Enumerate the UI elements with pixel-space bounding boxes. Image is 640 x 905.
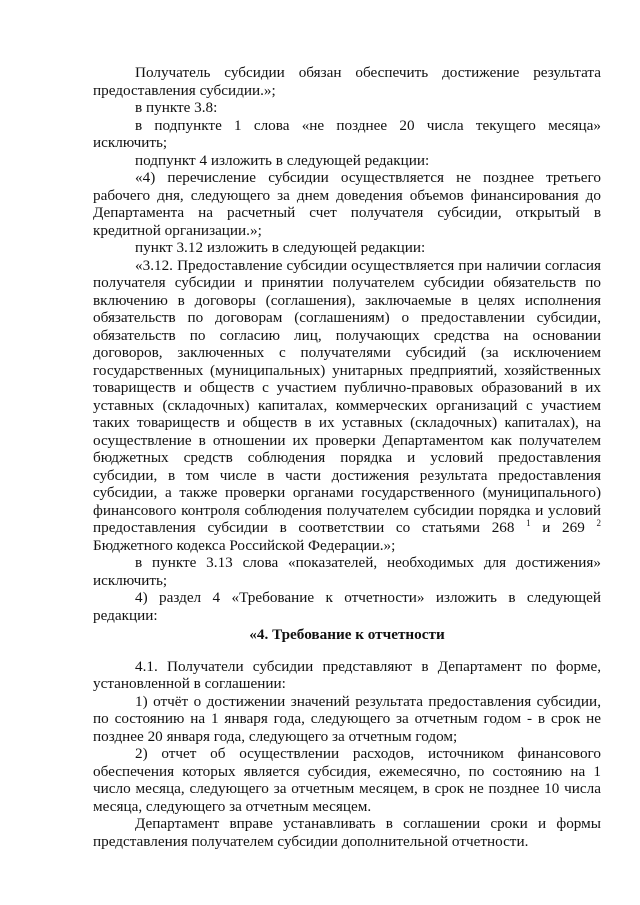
section-4-heading: «4. Требование к отчетности bbox=[249, 626, 445, 643]
article-268-superscript: 1 bbox=[526, 518, 531, 528]
paragraph-subclause-4-intro: подпункт 4 изложить в следующей редакции: bbox=[135, 151, 430, 169]
paragraph-report-expenses: 2) отчет об осуществлении расходов, источником финансового обеспечения которых является субсидия, ежемесячно, по состоянию на 1 число месяца, следующего за отчетным месяцем, в срок не позднее 10 числа месяца, следующего за отчетным месяцем. bbox=[93, 745, 601, 815]
paragraph-clause-3-12-text bbox=[93, 257, 601, 555]
paragraph-report-results: 1) отчёт о достижении значений результата предоставления субсидии, по состоянию на 1 января года, следующего за отчетным годом - в срок не позднее 20 января года, следующего за отчетным годом; bbox=[93, 692, 601, 745]
paragraph-clause-3-13: в пункте 3.13 слова «показателей, необходимых для достижения» исключить; bbox=[93, 554, 601, 589]
paragraph-additional-reporting: Департамент вправе устанавливать в соглашении сроки и формы представления получателем субсидии дополнительной отчетности. bbox=[93, 815, 601, 850]
clause-3-12-text-after: Бюджетного кодекса Российской Федерации.»; bbox=[93, 536, 396, 554]
paragraph-section-4-intro: 4) раздел 4 «Требование к отчетности» изложить в следующей редакции: bbox=[93, 589, 601, 624]
clause-3-12-text-before: «3.12. Предоставление субсидии осуществляется при наличии согласия получателя субсидии и принятии получателем субсидии обязательств по включению в договоры (соглашения), заключаемые в целях исполнения обязательств по договорам (соглашениям) о предоставлении субсидии, обязательств по согласию лиц, получающих средства на основании договоров, заключенных с получателями субсидий (за исключением государственных (муниципальных) унитарных предприятий, хозяйственных товариществ и обществ с участием публично-правовых образований в их уставных (складочных) капиталах, коммерческих организаций с участием таких товариществ и обществ в их уставных (складочных) капиталах), на осуществление в отношении их проверки Департаментом как получателем бюджетных средств соблюдения порядка и условий предоставления субсидии, в том числе в части достижения результата предоставления субсидии, а также проверки органами государственного (муниципального) финансового контроля соблюдения получателем субсидии порядка и условий предоставления субсидии в соответствии со статьями 268 bbox=[93, 256, 601, 536]
paragraph-4-1: 4.1. Получатели субсидии представляют в Департамент по форме, установленной в соглашении: bbox=[93, 657, 601, 692]
paragraph-subclause-1: в подпункте 1 слова «не позднее 20 числа текущего месяца» исключить; bbox=[93, 116, 601, 151]
document-body bbox=[93, 64, 601, 850]
paragraph-clause-3-8: в пункте 3.8: bbox=[135, 99, 218, 116]
paragraph-result-obligation: Получатель субсидии обязан обеспечить достижение результата предоставления субсидии.»; bbox=[93, 64, 601, 99]
article-269-superscript: 2 bbox=[596, 518, 601, 528]
paragraph-subclause-4-text: «4) перечисление субсидии осуществляется не позднее третьего рабочего дня, следующего за днем доведения объемов финансирования до Департамента на расчетный счет получателя субсидии, открытый в кредитной организации.»; bbox=[93, 169, 601, 239]
clause-3-12-text-middle: и 269 bbox=[530, 519, 585, 536]
paragraph-clause-3-12-intro: пункт 3.12 изложить в следующей редакции: bbox=[135, 239, 426, 256]
